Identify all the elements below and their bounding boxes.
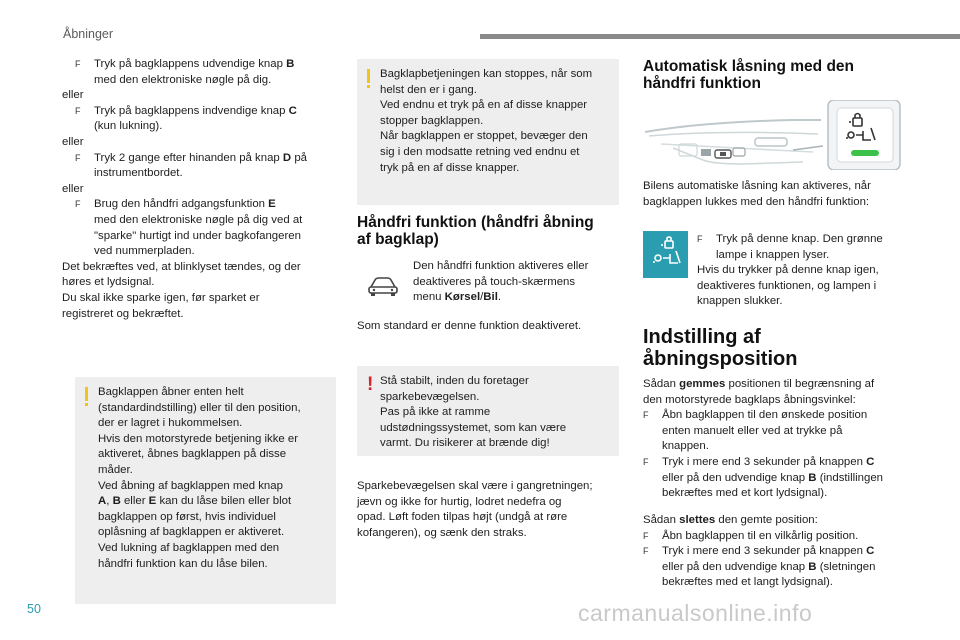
- watermark: carmanualsonline.info: [578, 600, 813, 626]
- or-text: eller: [62, 89, 84, 102]
- warning-note: ! Stå stabilt, inden du foretager sparkebevægelsen. Pas på ikke at ramme udstødningssystemet, som kan være varmt. Du risikerer at brænde dig!: [357, 366, 619, 456]
- save-position-section: Sådan gemmes positionen til begrænsning af den motorstyrede bagklaps åbningsvinkel: F Åbn bagklappen til den ønskede position enten manuelt eller ved at trykke på knappen. F Tryk i mere end 3 sekunder på knappen C eller på den udvendige knap B (indstillingen bekræftes med et kort lydsignal).: [643, 377, 915, 502]
- touch-paragraph: Den håndfri funktion aktiveres eller deaktiveres på touch-skærmens menu Kørsel/Bil.: [413, 260, 589, 304]
- note-marker-icon: [85, 387, 88, 401]
- handsfree-lock-button-icon: [643, 231, 688, 278]
- list-item: F Åbn bagklappen til en vilkårlig position.: [643, 529, 859, 542]
- note-marker-icon: [367, 69, 370, 83]
- confirm-paragraph: Det bekræftes ved, at blinklyset tændes, og der høres et lydsignal. Du skal ikke sparke igen, før sparket er registreret og bekræftet.: [62, 260, 301, 320]
- or-text: eller: [62, 135, 84, 148]
- header-divider: [480, 34, 960, 39]
- list-item: F Tryk i mere end 3 sekunder på knappen C eller på den udvendige knap B (sletningen bekræftes med et langt lydsignal).: [643, 545, 876, 589]
- list-item: F Tryk på bagklappens indvendige knap C (kun lukning).: [75, 104, 297, 133]
- list-item: F Tryk på denne knap. Den grønne lampe i knappen lyser.: [697, 233, 883, 261]
- info-note: Bagklappen åbner enten helt (standardindstilling) eller til den position, der er lagret i hukommelsen. Hvis den motorstyrede betjening ikke er aktiveret, åbnes bagklappen på disse måder. Ved åbning af bagklappen med knap A, B eller E kan du låse bilen eller blot bagklappen op først, hvis individuel oplåsning af bagklappen er aktiveret. Ved lukning af bagklappen med den håndfri funktion kan du låse bilen.: [75, 377, 336, 604]
- car-icon: [367, 275, 399, 297]
- section-title: Åbninger: [63, 27, 114, 41]
- list-item: F Tryk på bagklappens udvendige knap B med den elektroniske nøgle på dig.: [75, 58, 295, 86]
- page-number: 50: [27, 602, 41, 616]
- section-heading: Automatisk låsning med den håndfri funktion: [643, 58, 855, 92]
- section-heading: Håndfri funktion (håndfri åbning af bagklap): [357, 214, 594, 248]
- default-text: Som standard er denne funktion deaktiveret.: [357, 320, 582, 332]
- warning-icon: !: [367, 374, 374, 395]
- auto-lock-intro: Bilens automatiske låsning kan aktiveres, når bagklappen lukkes med den håndfri funktion:: [643, 180, 871, 208]
- column-left: [62, 57, 340, 322]
- kick-paragraph: Sparkebevægelsen skal være i gangretningen; jævn og ikke for hurtig, lodret nedefra og opad. Løft foden tilpas højt (undgå at røre kofangeren), og sænk den straks.: [357, 480, 593, 539]
- list-item: F Åbn bagklappen til den ønskede position enten manuelt eller ved at trykke på knappen.: [643, 409, 868, 453]
- info-note: Bagklapbetjeningen kan stoppes, når som helst den er i gang. Ved endnu et tryk på en af disse knapper stopper bagklappen. Når bagklappen er stoppet, bevæger den sig i den modsatte retning ved endnu et tryk på en af disse knapper.: [357, 59, 619, 205]
- list-item: F Tryk i mere end 3 sekunder på knappen C eller på den udvendige knap B (indstillingen bekræftes med et kort lydsignal).: [643, 455, 884, 500]
- tailgate-illustration: [643, 100, 903, 170]
- list-item: F Tryk 2 gange efter hinanden på knap D på instrumentbordet.: [75, 151, 307, 180]
- press-paragraph: F Tryk på denne knap. Den grønne lampe i knappen lyser. Hvis du trykker på denne knap igen, deaktiveres funktionen, og lampen i knappen slukker.: [697, 232, 912, 310]
- delete-position-section: Sådan slettes den gemte position: F Åbn bagklappen til en vilkårlig position. F Tryk i mere end 3 sekunder på knappen C eller på den udvendige knap B (sletningen bekræftes med et langt lydsignal).: [643, 513, 915, 591]
- section-heading-large: Indstilling af åbningsposition: [643, 326, 798, 370]
- or-text: eller: [62, 182, 84, 195]
- list-item: F Brug den håndfri adgangsfunktion E med den elektroniske nøgle på dig ved at "sparke" hurtigt ind under bagkofangeren ved nummerpladen.: [75, 198, 303, 258]
